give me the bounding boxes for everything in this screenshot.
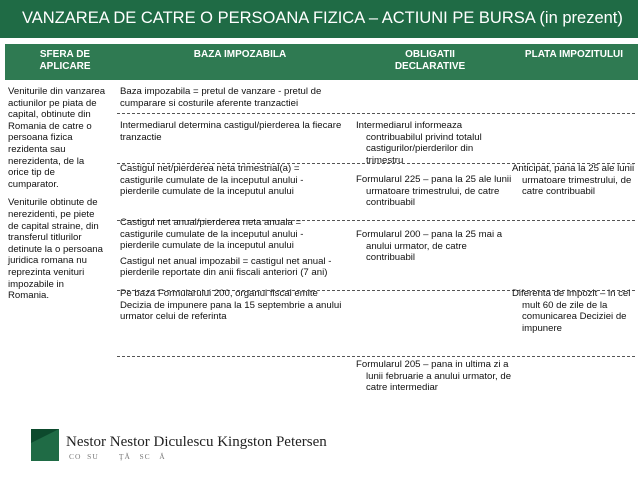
baza-anual-impozabil-text: Castigul net anual impozabil = castigul net anual - pierderile reportate din anii fiscali anteriori (7 ani) <box>120 255 332 279</box>
plata-anticipat-text: Anticipat, pana la 25 ale lunii urmatoare trimestrului, de catre contribuabil <box>512 163 635 198</box>
column-sfera <box>8 86 106 309</box>
obligatii-form200-text: Formularul 200 – pana la 25 mai a anului urmator, de catre contribuabil <box>356 229 503 264</box>
table-header-row <box>5 44 638 80</box>
plata-block-2 <box>512 288 638 338</box>
baza-trimestrial-text: Castigul net/pierderea neta trimestrial(a) = castigurile cumulate de la inceputul anului - pierderile cumulate de la inceputul anului <box>120 163 304 198</box>
title-bar <box>0 0 638 38</box>
baza-decizie-text: Pe baza Formularului 200, organul fiscal emite Decizia de impunere pana la 15 septembrie a anului urmator celui de referinta <box>120 288 342 323</box>
firm-logo-icon <box>31 429 59 461</box>
baza-block-1 <box>120 86 345 113</box>
row-divider <box>117 356 635 357</box>
baza-block-2 <box>120 120 350 147</box>
obligatii-block-3 <box>356 229 518 268</box>
baza-block-4 <box>120 217 345 283</box>
slide-title: VANZAREA DE CATRE O PERSOANA FIZICA – ACTIUNI PE BURSA (in prezent) <box>22 9 623 27</box>
obligatii-form205-text: Formularul 205 – pana in ultima zi a lunii februarie a anului urmator, de catre intermediar <box>356 359 512 394</box>
obligatii-block-2 <box>356 174 514 213</box>
obligatii-block-4 <box>356 359 518 398</box>
firm-tagline: CO SU ŢĂ SC Ă <box>69 452 166 461</box>
header-sfera: SFERA DE APLICARE <box>39 49 91 72</box>
header-plata: PLATA IMPOZITULUI <box>524 49 624 60</box>
plata-diferenta-text: Diferenta de impozit – in cel mult 60 de zile de la comunicarea Deciziei de impunere <box>512 288 631 334</box>
firm-name: Nestor Nestor Diculescu Kingston Petersen <box>66 434 327 450</box>
header-baza: BAZA IMPOZABILA <box>193 49 287 60</box>
baza-anual-text: Castigul net anual/pierderea neta anuala = castigurile cumulate de la inceputul anului - pierderile cumulate de la inceputul anului <box>120 217 304 252</box>
header-obligatii: OBLIGATII DECLARATIVE <box>394 49 466 72</box>
baza-intermediar-text: Intermediarul determina castigul/pierderea la fiecare tranzactie <box>120 120 342 143</box>
sfera-text-2: Veniturile obtinute de nerezidenti, pe piete de capital straine, din transferul titlurilor detinute la o persoana juridica romana nu reprezinta venituri impozabile in Romania. <box>8 197 103 302</box>
plata-block-1 <box>512 163 638 202</box>
baza-block-3 <box>120 163 345 202</box>
baza-block-5 <box>120 288 348 327</box>
obligatii-intermediar-text: Intermediarul informeaza contribuabilul privind totalul castigurilor/pierderilor din trimestru <box>356 120 482 166</box>
baza-formula-text: Baza impozabila = pretul de vanzare - pretul de cumparare si costurile aferente tranzactiei <box>120 86 322 109</box>
row-divider <box>117 113 635 114</box>
sfera-text-1: Veniturile din vanzarea actiunilor pe piata de capital, obtinute din Romania de catre o persoana fizica rezidenta sau nerezidenta, de la orice tip de cumparator. <box>8 86 106 190</box>
obligatii-form225-text: Formularul 225 – pana la 25 ale lunii urmatoare trimestrului, de catre contribuabil <box>356 174 512 209</box>
